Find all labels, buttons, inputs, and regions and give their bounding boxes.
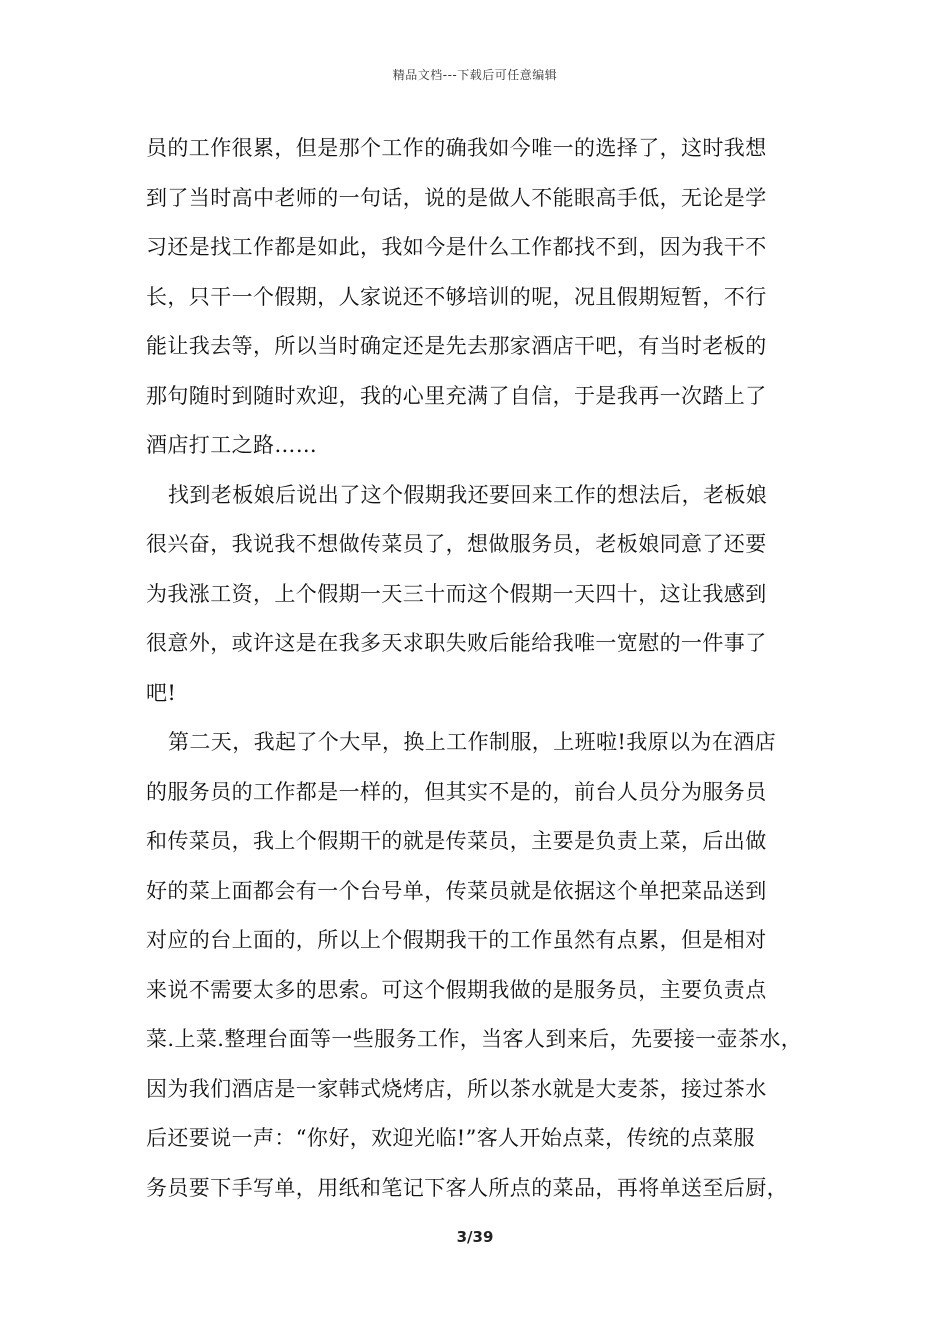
text-line: 来说不需要太多的思索。可这个假期我做的是服务员，主要负责点	[146, 977, 767, 1002]
body-text	[146, 124, 806, 1213]
text-line: 吧!	[146, 680, 177, 705]
paragraph-start-line: 找到老板娘后说出了这个假期我还要回来工作的想法后，老板娘	[168, 482, 768, 507]
text-line: 对应的台上面的，所以上个假期我干的工作虽然有点累，但是相对	[146, 928, 767, 952]
text-line: 能让我去等，所以当时确定还是先去那家酒店干吧，有当时老板的	[146, 334, 767, 358]
page-header: 精品文档---下载后可任意编辑	[392, 68, 558, 82]
text-line: 酒店打工之路……	[146, 433, 318, 457]
text-line: 好的菜上面都会有一个台号单，传菜员就是依据这个单把菜品送到	[146, 878, 767, 903]
page-number-separator: /	[467, 1228, 473, 1246]
page-number	[0, 1228, 950, 1246]
text-line: 务员要下手写单，用纸和笔记下客人所点的菜品，再将单送至后厨，	[146, 1175, 788, 1200]
text-line: 到了当时高中老师的一句话，说的是做人不能眼高手低，无论是学	[146, 185, 767, 210]
text-line: 的服务员的工作都是一样的，但其实不是的，前台人员分为服务员	[146, 779, 767, 804]
text-line: 和传菜员，我上个假期干的就是传菜员，主要是负责上菜，后出做	[146, 829, 767, 853]
page-number-current: 3	[456, 1228, 468, 1246]
paragraph-start-line: 第二天，我起了个大早，换上工作制服，上班啦!我原以为在酒店	[168, 730, 777, 754]
text-line: 那句随时到随时欢迎，我的心里充满了自信，于是我再一次踏上了	[146, 383, 767, 408]
text-line: 菜.上菜.整理台面等一些服务工作，当客人到来后，先要接一壶茶水，	[146, 1027, 803, 1051]
page-number-total: 39	[472, 1228, 494, 1246]
text-line: 很意外，或许这是在我多天求职失败后能给我唯一宽慰的一件事了	[146, 631, 767, 655]
text-line: 员的工作很累，但是那个工作的确我如今唯一的选择了，这时我想	[146, 136, 767, 160]
text-line: 很兴奋，我说我不想做传菜员了，想做服务员，老板娘同意了还要	[146, 532, 767, 556]
text-line: 长，只干一个假期，人家说还不够培训的呢，况且假期短暂，不行	[146, 284, 767, 309]
text-line: 因为我们酒店是一家韩式烧烤店，所以茶水就是大麦茶，接过茶水	[146, 1076, 767, 1101]
text-line: 习还是找工作都是如此，我如今是什么工作都找不到，因为我干不	[146, 235, 767, 259]
text-line: 为我涨工资，上个假期一天三十而这个假期一天四十，这让我感到	[146, 581, 767, 606]
text-line: 后还要说一声：“你好，欢迎光临!”客人开始点菜，传统的点菜服	[146, 1126, 755, 1150]
